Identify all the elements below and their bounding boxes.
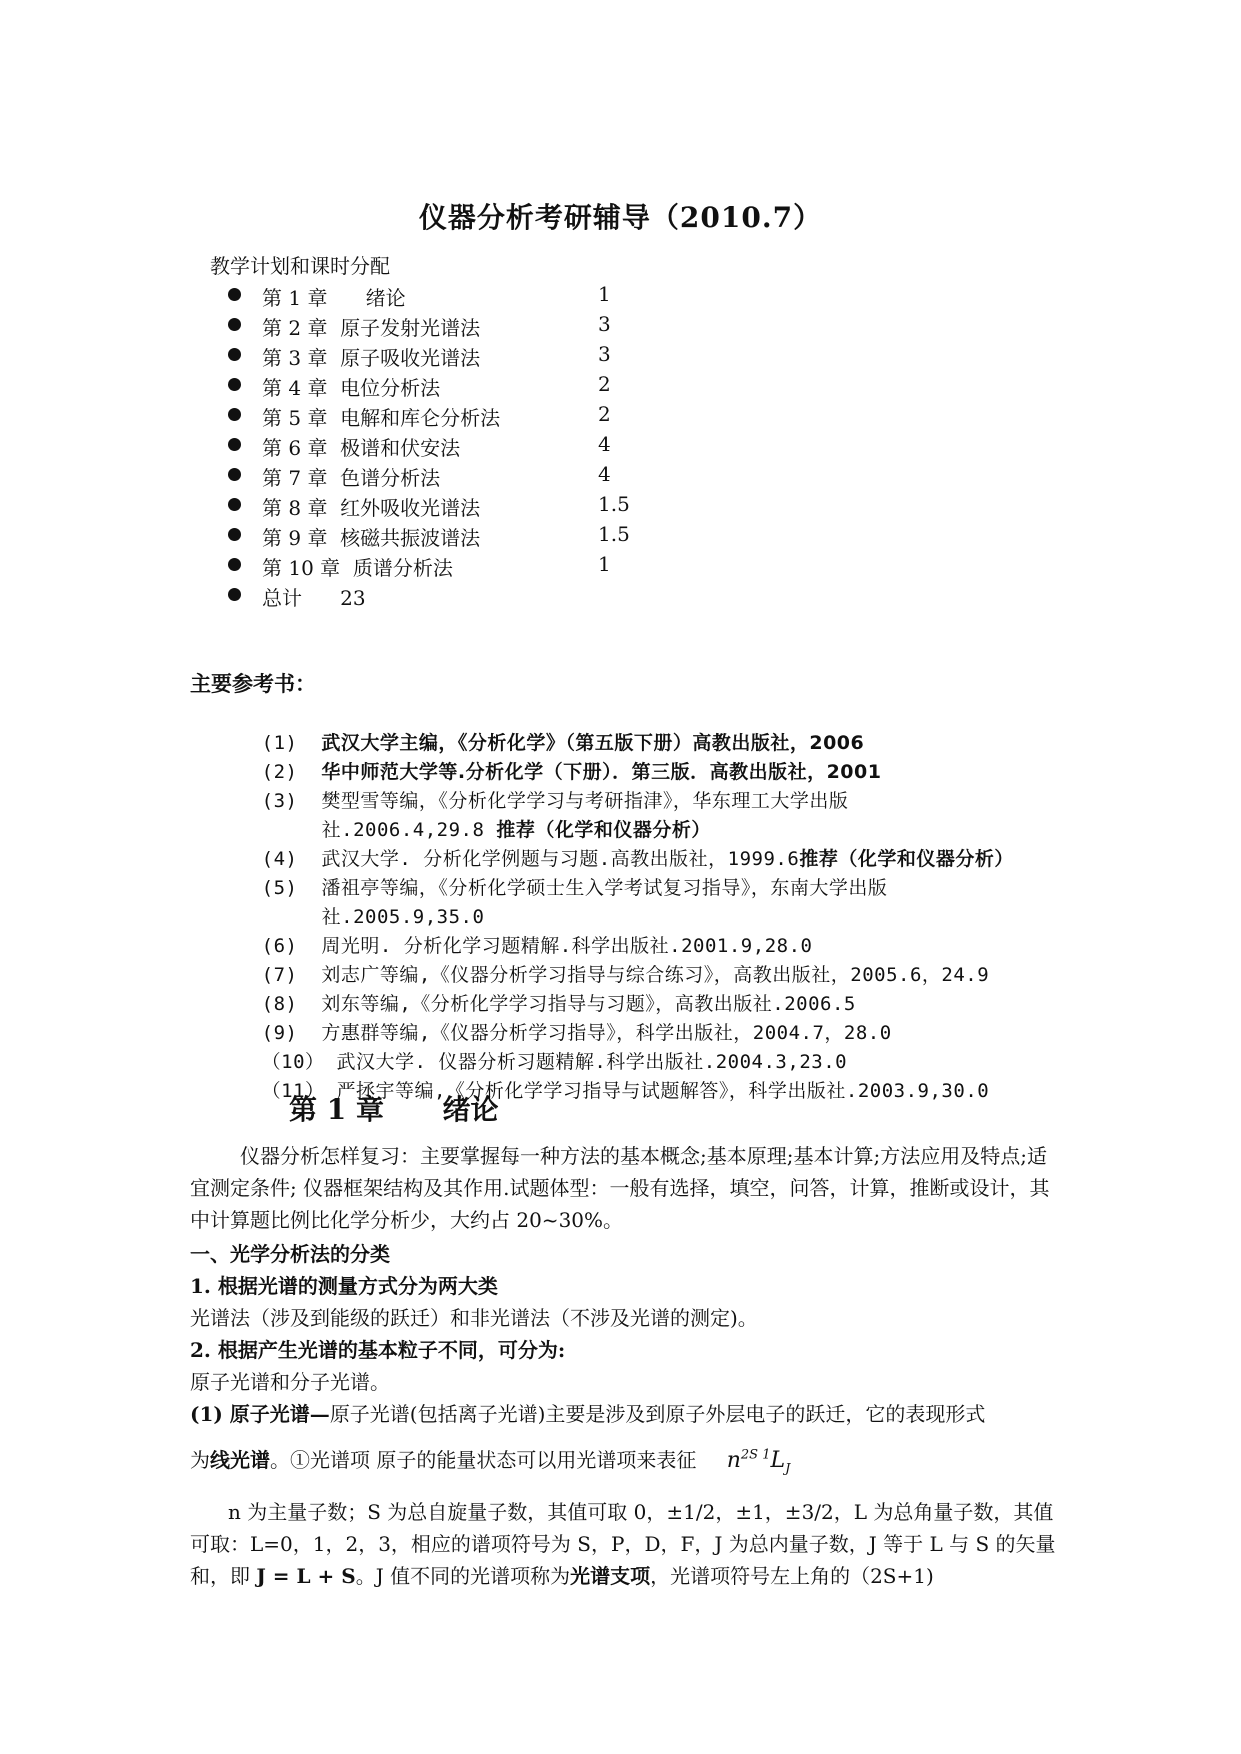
- reference-text: 刘志广等编,《仪器分析学习指导与综合练习》，高教出版社，2005.6，24.9: [321, 964, 990, 986]
- reference-number: (5): [261, 877, 298, 899]
- reference-text: 社.2006.4,29.8: [321, 819, 497, 841]
- chapter1-heading: 第 1 章 绪论: [289, 1093, 499, 1126]
- chapter-label: 第 7 章 色谱分析法: [262, 466, 441, 490]
- reference-text: 周光明. 分析化学习题精解.科学出版社.2001.9,28.0: [321, 935, 813, 957]
- reference-number: (7): [261, 964, 298, 986]
- body-text: 原子光谱和分子光谱。: [190, 1370, 390, 1394]
- spectral-term-line: [190, 1444, 790, 1476]
- bullet-icon: [228, 288, 241, 301]
- list-item: [0, 552, 900, 582]
- vector-sum-formula: J = L + S: [256, 1564, 356, 1588]
- formula-subscript: J: [785, 1461, 791, 1477]
- chapter-label: 第 6 章 极谱和伏安法: [262, 436, 461, 460]
- chapter-label: 第 4 章 电位分析法: [262, 376, 441, 400]
- reference-number: (6): [261, 935, 298, 957]
- reference-text: 潘祖亭等编，《分析化学硕士生入学考试复习指导》，东南大学出版: [321, 877, 888, 899]
- spectral-term-formula: [726, 1447, 791, 1477]
- intro-paragraph: 仪器分析怎样复习：主要掌握每一种方法的基本概念;基本原理;基本计算;方法应用及特点;适宜测定条件; 仪器框架结构及其作用.试题体型：一般有选择，填空，问答，计算，推断或设计，其中计算题比例比化学分析少，大约占 20~30%。: [190, 1144, 1050, 1232]
- chapter-hours: 2: [598, 402, 611, 426]
- chapter-hours: 4: [598, 462, 611, 486]
- body-text: 。J 值不同的光谱项称为: [355, 1564, 571, 1588]
- reference-text: 方惠群等编,《仪器分析学习指导》，科学出版社，2004.7，28.0: [321, 1022, 892, 1044]
- body-text: 。①光谱项 原子的能量状态可以用光谱项来表征: [270, 1448, 697, 1472]
- bullet-icon: [228, 528, 241, 541]
- reference-text: 武汉大学. 仪器分析习题精解.科学出版社.2004.3,23.0: [336, 1051, 848, 1073]
- chapter-hours: 3: [598, 342, 611, 366]
- body-text: n 为主量子数；S 为总自旋量子数，其值可取 0，±1/2，±1，±3/2，L 为总角量子数，其值可取：L=0，1，2，3，相应的谱项符号为 S，P，D，F，J 为总内量子数，J 等于 L 与 S 的矢量和，即: [190, 1500, 1056, 1588]
- chapter-hours: 1: [598, 282, 611, 306]
- bullet-icon: [228, 378, 241, 391]
- reference-number: (2): [261, 761, 298, 783]
- chapter-hours: 3: [598, 312, 611, 336]
- reference-text: 武汉大学. 分析化学例题与习题.高教出版社，1999.6: [321, 848, 800, 870]
- chapter-label: 第 10 章 质谱分析法: [262, 556, 453, 580]
- chapter-label: 第 8 章 红外吸收光谱法: [262, 496, 481, 520]
- list-item: [0, 492, 900, 522]
- bullet-icon: [228, 468, 241, 481]
- body-text: 原子光谱(包括离子光谱)主要是涉及到原子外层电子的跃迁，它的表现形式: [329, 1402, 986, 1426]
- formula-superscript: 2S 1: [740, 1447, 771, 1463]
- list-item: [0, 402, 900, 432]
- list-item: [0, 372, 900, 402]
- bullet-icon: [228, 588, 241, 601]
- list-item: [0, 312, 900, 342]
- list-item: [0, 432, 900, 462]
- bullet-icon: [228, 438, 241, 451]
- plan-heading: 教学计划和课时分配: [210, 254, 390, 278]
- body-text: 光谱法（涉及到能级的跃迁）和非光谱法（不涉及光谱的测定)。: [190, 1306, 758, 1330]
- bullet-icon: [228, 348, 241, 361]
- chapter-label: 第 9 章 核磁共振波谱法: [262, 526, 481, 550]
- chapter-label: 第 1 章 绪论: [262, 286, 406, 310]
- references-heading: 主要参考书：: [190, 671, 316, 696]
- reference-number: (9): [261, 1022, 298, 1044]
- reference-text: 华中师范大学等.分析化学（下册）．第三版．高教出版社，2001: [321, 761, 882, 783]
- line-spectrum-term: 线光谱: [210, 1448, 270, 1472]
- chapter-label: 第 5 章 电解和库仑分析法: [262, 406, 501, 430]
- chapter-label: 第 2 章 原子发射光谱法: [262, 316, 481, 340]
- list-item: [0, 462, 900, 492]
- quantum-number-paragraph: [190, 1496, 1060, 1592]
- chapter-hours: 2: [598, 372, 611, 396]
- bullet-icon: [228, 558, 241, 571]
- reference-number: （11）: [261, 1080, 325, 1102]
- reference-recommendation: 推荐（化学和仪器分析）: [496, 819, 711, 841]
- chapter-hours: 1: [598, 552, 611, 576]
- chapter-label: 总计 23: [262, 586, 366, 610]
- formula-l: L: [770, 1448, 786, 1473]
- page-title: 仪器分析考研辅导（2010.7）: [418, 201, 823, 234]
- reference-text: 刘东等编,《分析化学学习指导与习题》，高教出版社.2006.5: [321, 993, 856, 1015]
- subsection-heading: 1. 根据光谱的测量方式分为两大类: [190, 1274, 498, 1298]
- atomic-spectrum-line: [190, 1398, 985, 1427]
- reference-text: 武汉大学主编，《分析化学》（第五版下册）高教出版社，2006: [321, 732, 865, 754]
- body-text: ，光谱项符号左上角的（2S+1): [650, 1564, 934, 1588]
- bullet-icon: [228, 498, 241, 511]
- list-item: [0, 282, 900, 312]
- list-item: [0, 342, 900, 372]
- reference-text: 严拯宇等编,《分析化学学习指导与试题解答》，科学出版社.2003.9,30.0: [336, 1080, 990, 1102]
- body-text: 为: [190, 1448, 210, 1472]
- subsection-heading: 2. 根据产生光谱的基本粒子不同，可分为:: [190, 1338, 566, 1362]
- section-heading: 一、光学分析法的分类: [190, 1242, 390, 1266]
- reference-number: (1): [261, 732, 298, 754]
- bullet-icon: [228, 408, 241, 421]
- reference-number: (3): [261, 790, 298, 812]
- chapter-hours: 1.5: [598, 492, 630, 516]
- reference-number: （10）: [261, 1051, 325, 1073]
- reference-text: 社.2005.9,35.0: [321, 906, 485, 928]
- chapter-hours: 4: [598, 432, 611, 456]
- list-item: [0, 522, 900, 552]
- reference-recommendation: 推荐（化学和仪器分析）: [799, 848, 1014, 870]
- list-item: [0, 582, 900, 612]
- reference-number: (4): [261, 848, 298, 870]
- reference-number: (8): [261, 993, 298, 1015]
- spectral-subterm: 光谱支项: [570, 1564, 651, 1588]
- chapter-hours: 1.5: [598, 522, 630, 546]
- formula-n: n: [726, 1448, 741, 1473]
- reference-text: 樊型雪等编，《分析化学学习与考研指津》，华东理工大学出版: [321, 790, 849, 812]
- bullet-icon: [228, 318, 241, 331]
- chapter-label: 第 3 章 原子吸收光谱法: [262, 346, 481, 370]
- atomic-spectrum-label: (1) 原子光谱—: [190, 1402, 330, 1426]
